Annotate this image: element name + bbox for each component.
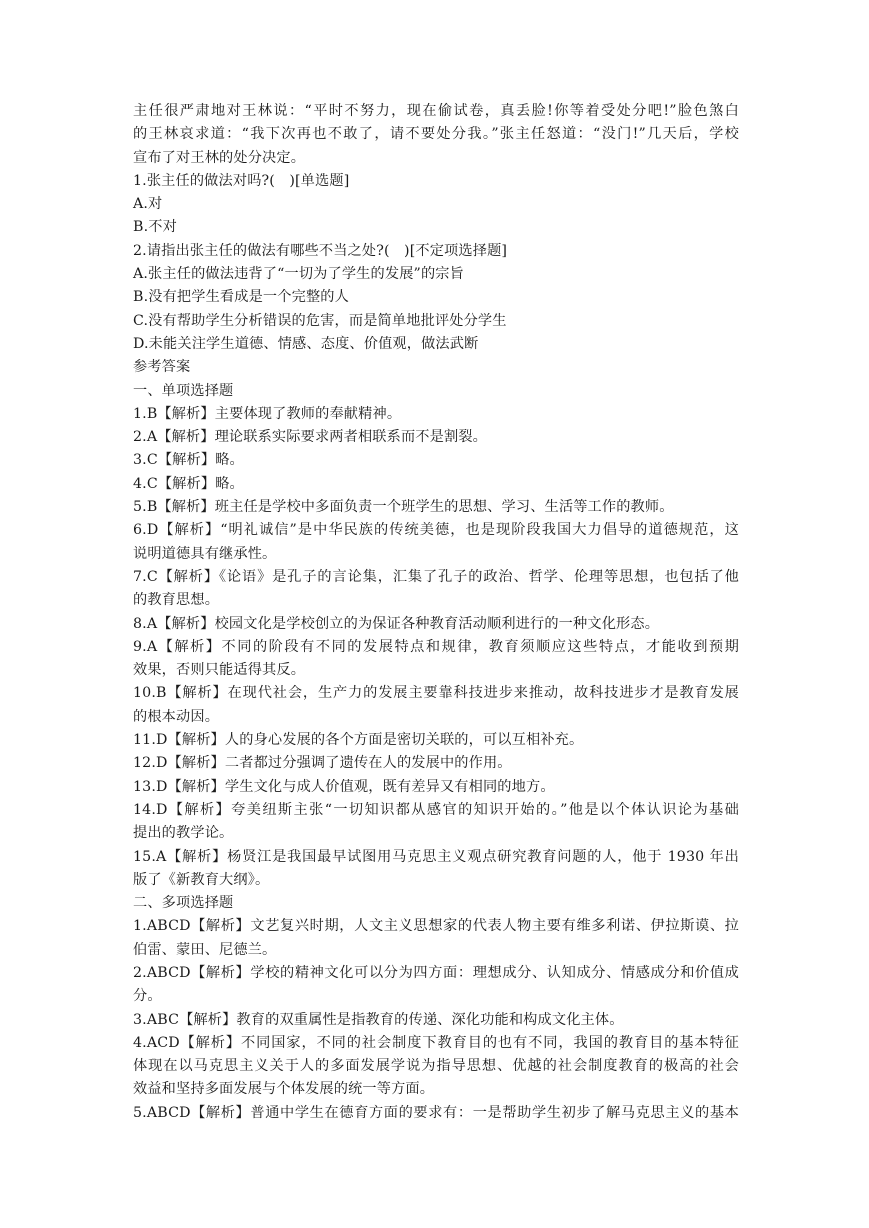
answer-line: 15.A【解析】杨贤江是我国最早试图用马克思主义观点研究教育问题的人，他于 1930 年出 [133, 848, 739, 865]
answer-line: 的教育思想。 [133, 592, 220, 609]
answer-line: 2.A【解析】理论联系实际要求两者相联系而不是割裂。 [133, 429, 487, 446]
answer-line: 版了《新教育大纲》。 [133, 871, 270, 888]
document-page [133, 100, 739, 1125]
answer-line: 提出的教学论。 [133, 825, 234, 842]
question-2-stem: 2.请指出张主任的做法有哪些不当之处?( )[不定项选择题] [133, 242, 508, 259]
answer-line: 2.ABCD【解析】学校的精神文化可以分为四方面：理想成分、认知成分、情感成分和价值成 [133, 964, 739, 981]
answer-line: 10.B【解析】在现代社会，生产力的发展主要靠科技进步来推动，故科技进步才是教育发展 [133, 685, 739, 702]
section-1-heading: 一、单项选择题 [133, 382, 234, 399]
question-2-option-b: B.没有把学生看成是一个完整的人 [133, 289, 349, 306]
answer-line: 7.C【解析】《论语》是孔子的言论集，汇集了孔子的政治、哲学、伦理等思想，也包括了他 [133, 568, 739, 585]
answer-line: 伯雷、蒙田、尼德兰。 [133, 941, 277, 958]
answer-line: 8.A【解析】校园文化是学校创立的为保证各种教育活动顺利进行的一种文化形态。 [133, 615, 660, 632]
answer-line: 的根本动因。 [133, 708, 220, 725]
answer-line: 14.D【解析】夸美纽斯主张“一切知识都从感官的知识开始的。”他是以个体认识论为基础 [133, 801, 739, 818]
case-text-line: 的王林哀求道：“我下次再也不敢了，请不要处分我。”张主任怒道：“没门!”几天后，学校 [133, 126, 739, 143]
question-2-option-d: D.未能关注学生道德、情感、态度、价值观，做法武断 [133, 335, 479, 352]
question-2-option-a: A.张主任的做法违背了“一切为了学生的发展”的宗旨 [133, 266, 464, 283]
answer-line: 5.B【解析】班主任是学校中多面负责一个班学生的思想、学习、生活等工作的教师。 [133, 499, 674, 516]
case-text-line: 主任很严肃地对王林说：“平时不努力，现在偷试卷，真丢脸!你等着受处分吧!”脸色煞白 [133, 103, 739, 119]
answer-line: 1.ABCD【解析】文艺复兴时期，人文主义思想家的代表人物主要有维多利诺、伊拉斯谟、拉 [133, 918, 739, 935]
answers-heading: 参考答案 [133, 359, 191, 376]
answer-line: 11.D【解析】人的身心发展的各个方面是密切关联的，可以互相补充。 [133, 732, 584, 749]
question-1-option-a: A.对 [133, 196, 163, 213]
answer-line: 效益和坚持多面发展与个体发展的统一等方面。 [133, 1081, 435, 1098]
answer-line: 4.ACD【解析】不同国家，不同的社会制度下教育目的也有不同，我国的教育目的基本特征 [133, 1034, 739, 1051]
case-text-line: 宣布了对王林的处分决定。 [133, 149, 306, 166]
answer-line: 6.D【解析】“明礼诚信”是中华民族的传统美德，也是现阶段我国大力倡导的道德规范，这 [133, 522, 739, 539]
question-1-option-b: B.不对 [133, 219, 177, 236]
answer-line: 9.A【解析】不同的阶段有不同的发展特点和规律，教育须顺应这些特点，才能收到预期 [133, 638, 739, 655]
answer-line: 5.ABCD【解析】普通中学生在德育方面的要求有：一是帮助学生初步了解马克思主义的基本 [133, 1104, 739, 1121]
answer-line: 效果，否则只能适得其反。 [133, 662, 306, 679]
answer-line: 13.D【解析】学生文化与成人价值观，既有差异又有相同的地方。 [133, 778, 555, 795]
answer-line: 12.D【解析】二者都过分强调了遗传在人的发展中的作用。 [133, 755, 512, 772]
answer-line: 1.B【解析】主要体现了教师的奉献精神。 [133, 405, 402, 422]
answer-line: 4.C【解析】略。 [133, 475, 244, 492]
question-2-option-c: C.没有帮助学生分析错误的危害，而是简单地批评处分学生 [133, 312, 507, 329]
answer-line: 分。 [133, 988, 162, 1005]
answer-line: 3.C【解析】略。 [133, 452, 244, 469]
section-2-heading: 二、多项选择题 [133, 895, 234, 912]
answer-line: 3.ABC【解析】教育的双重属性是指教育的传递、深化功能和构成文化主体。 [133, 1011, 624, 1028]
answer-line: 体现在以马克思主义关于人的多面发展学说为指导思想、优越的社会制度教育的极高的社会 [133, 1058, 739, 1075]
question-1-stem: 1.张主任的做法对吗?( )[单选题] [133, 172, 350, 189]
answer-line: 说明道德具有继承性。 [133, 545, 277, 562]
